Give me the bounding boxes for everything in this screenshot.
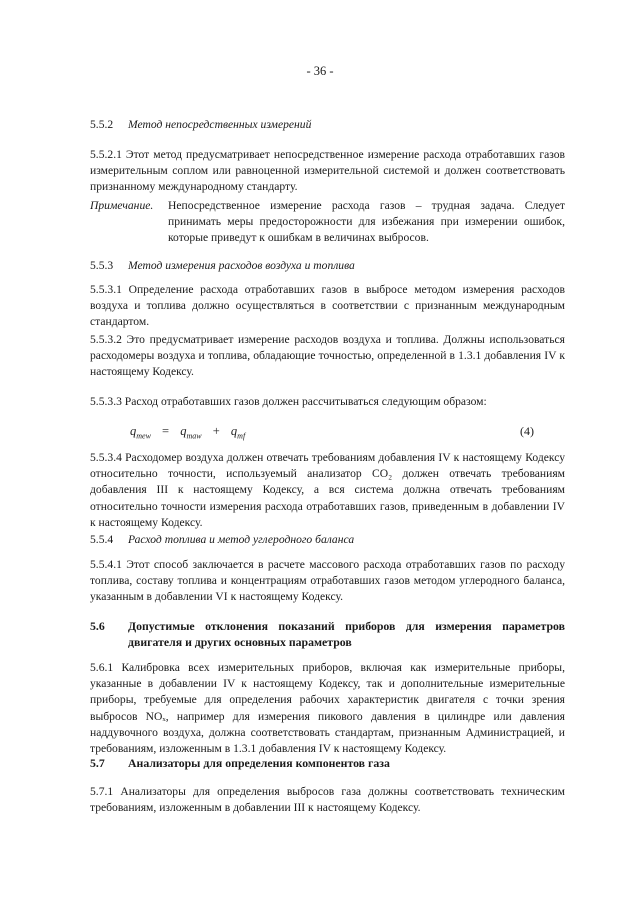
formula-equals: = <box>162 424 170 438</box>
formula-lhs: q <box>130 424 137 438</box>
heading-5-6 <box>90 618 565 650</box>
formula-plus: + <box>212 424 220 438</box>
section-title: Метод непосредственных измерений <box>128 118 312 131</box>
heading-5-5-4 <box>90 532 354 548</box>
section-title: Метод измерения расходов воздуха и топлива <box>128 259 355 272</box>
formula-term2: q <box>230 424 238 438</box>
paragraph-5-7-1: 5.7.1 Анализаторы для определения выбросов газа должны соответствовать техническим требованиям, изложенным в добавлении III к настоящему Кодексу. <box>90 785 565 815</box>
section-number: 5.5.3 <box>90 259 114 272</box>
section-number: 5.5.4 <box>90 533 114 546</box>
formula-term1: q <box>180 424 187 438</box>
formula-4 <box>130 424 245 441</box>
paragraph-5-5-3-4: 5.5.3.4 Расходомер воздуха должен отвечать требованиям добавления IV к настоящему Кодексу относительно точности, используемый анализатор CO₂ должен отвечать требованиям добавления III к настоящему Кодексу, а вся система должна отвечать требованиям относительно точности измерения расхода отработавших газов, приведенным в добавлении IV к настоящему Кодексу. <box>90 451 565 529</box>
section-number: 5.7 <box>90 756 105 770</box>
heading-5-5-2 <box>90 117 311 133</box>
section-title: Допустимые отклонения показаний приборов для измерения параметров двигателя и других основных параметров <box>128 619 565 649</box>
section-number: 5.6 <box>90 619 105 633</box>
paragraph-5-6-1: 5.6.1 Калибровка всех измерительных приборов, включая как измерительные приборы, указанные в добавлении IV к настоящему Кодексу, так и дополнительные измерительные приборы, требуемые для определения рабочих характеристик двигателя с точки зрения выбросов NOₓ, например для измерения пикового давления в цилиндре или давления наддувочного воздуха, должна соответствовать стандартам, признанным Администрацией, и требованиям, изложенным в 1.3.1 добавления IV к настоящему Кодексу. <box>90 661 565 756</box>
formula-number: (4) <box>520 424 534 438</box>
paragraph-5-5-3-2: 5.5.3.2 Это предусматривает измерение расходов воздуха и топлива. Должны использоваться расходомеры воздуха и топлива, обладающие точностью, определенной в 1.3.1 добавления IV к настоящему Кодексу. <box>90 333 565 379</box>
paragraph-5-5-3-1: 5.5.3.1 Определение расхода отработавших газов в выбросе методом измерения расходов воздуха и топлива должно осуществляться в соответствии с признанным международным стандартом. <box>90 283 565 329</box>
heading-5-5-3 <box>90 258 355 274</box>
formula-lhs-sub: mew <box>136 431 151 441</box>
formula-term1-sub: maw <box>186 431 202 441</box>
section-title: Анализаторы для определения компонентов газа <box>128 756 390 770</box>
section-number: 5.5.2 <box>90 118 114 131</box>
section-title: Расход топлива и метод углеродного баланса <box>128 533 355 546</box>
note-block <box>90 198 565 247</box>
formula-term2-sub: mf <box>237 431 246 441</box>
paragraph-5-5-2-1: 5.5.2.1 Этот метод предусматривает непосредственное измерение расхода отработавших газов измерительным соплом или равноценной измерительной системой и должен соответствовать признанному международному стандарту. <box>90 148 565 194</box>
page-number: - 36 - <box>306 64 334 78</box>
note-text: Непосредственное измерение расхода газов – трудная задача. Следует принимать меры предосторожности для избежания при измерении ошибок, которые приведут к ошибкам в величинах выбросов. <box>168 199 565 245</box>
note-label: Примечание. <box>90 199 154 212</box>
paragraph-5-5-3-3: 5.5.3.3 Расход отработавших газов должен рассчитываться следующим образом: <box>90 395 487 408</box>
heading-5-7 <box>90 755 565 771</box>
paragraph-5-5-4-1: 5.5.4.1 Этот способ заключается в расчете массового расхода отработавших газов по расходу топлива, составу топлива и концентрациям отработавших газов методом углеродного баланса, указанным в добавлении VI к настоящему Кодексу. <box>90 558 565 604</box>
